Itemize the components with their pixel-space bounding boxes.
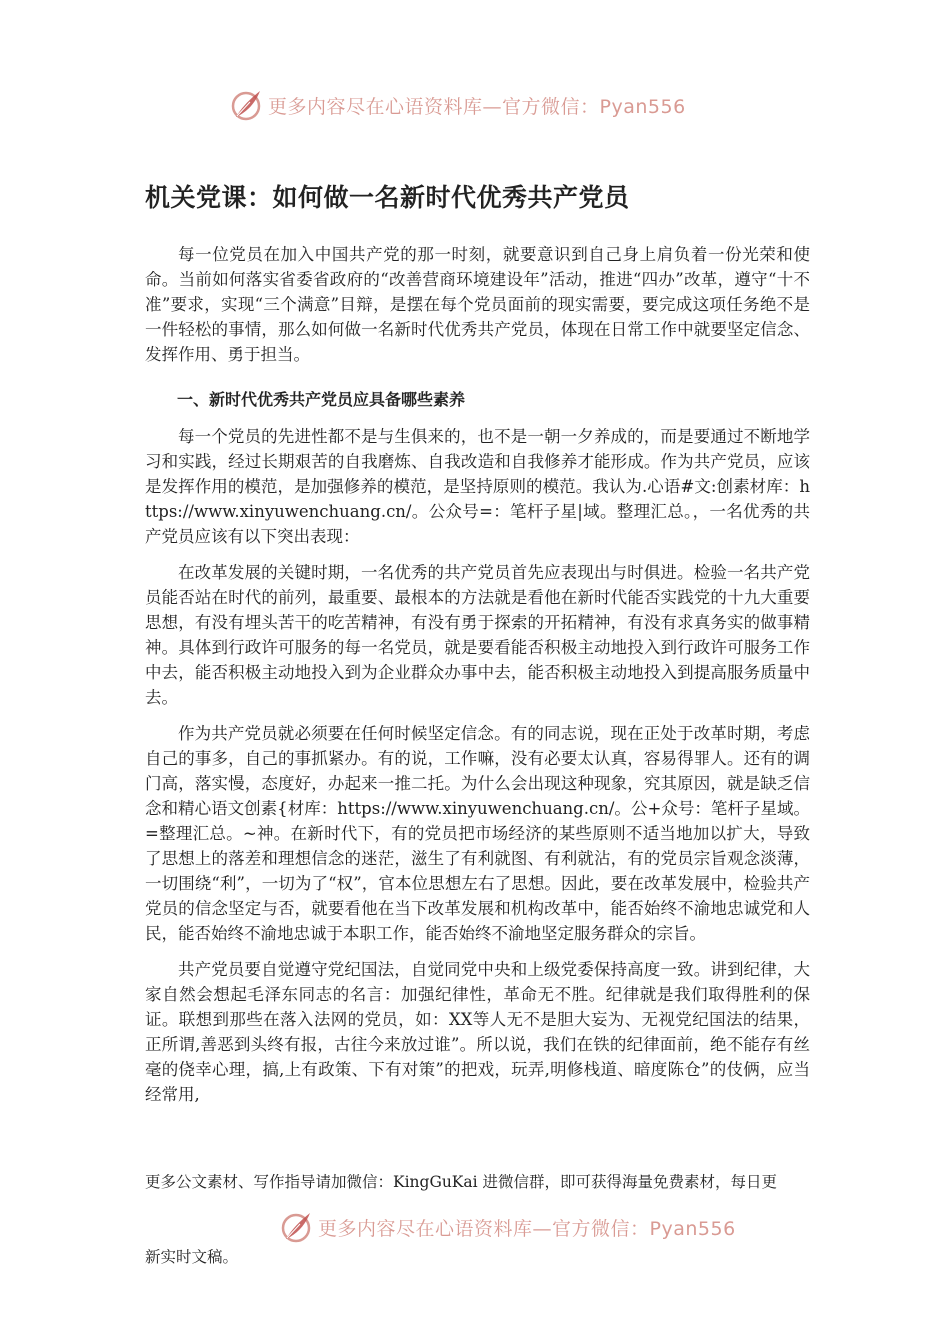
banner-handle: Pyan556 bbox=[599, 95, 686, 118]
bottom-banner bbox=[278, 1207, 736, 1247]
banner-handle: Pyan556 bbox=[649, 1217, 736, 1240]
banner-label: 更多内容尽在心语资料库—官方微信： bbox=[268, 95, 600, 118]
section-heading-1: 一、新时代优秀共产党员应具备哪些素养 bbox=[177, 390, 466, 409]
paragraph-3: 在改革发展的关键时期，一名优秀的共产党员首先应表现出与时俱进。检验一名共产党员能否站在时代的前列，最重要、最根本的方法就是看他在新时代能否实践党的十九大重要思想，有没有埋头苦干的吃苦精神，有没有勇于探索的开拓精神，有没有求真务实的做事精神。具体到行政许可服务的每一名党员，就是要看能否积极主动地投入到行政许可服务工作中去，能否积极主动地投入到为企业群众办事中去，能否积极主动地投入到提高服务质量中去。 bbox=[145, 563, 810, 707]
paragraph-5: 共产党员要自觉遵守党纪国法，自觉同党中央和上级党委保持高度一致。讲到纪律，大家自然会想起毛泽东同志的名言：加强纪律性，革命无不胜。纪律就是我们取得胜利的保证。联想到那些在落入法网的党员，如：XX等人无不是胆大妄为、无视党纪国法的结果，正所谓,善恶到头终有报，古往今来放过谁”。所以说，我们在铁的纪律面前，绝不能存有丝毫的侥幸心理，搞,上有政策、下有对策”的把戏，玩弄,明修栈道、暗度陈仓”的伎俩，应当经常用, bbox=[145, 960, 810, 1104]
banner-text bbox=[268, 92, 686, 119]
banner-text bbox=[318, 1214, 736, 1241]
banner-label: 更多内容尽在心语资料库—官方微信： bbox=[318, 1217, 650, 1240]
quill-logo-icon bbox=[228, 87, 264, 123]
paragraph-4: 作为共产党员就必须要在任何时候坚定信念。有的同志说，现在正处于改革时期，考虑自己的事多，自己的事抓紧办。有的说，工作嘛，没有必要太认真，容易得罪人。还有的调门高，落实慢，态度好，办起来一推二托。为什么会出现这种现象，究其原因，就是缺乏信念和精心语文创素{材库：https://www.xinyuwenchuang.cn/。公+众号：笔杆子星域。=整理汇总。~神。在新时代下，有的党员把市场经济的某些原则不适当地加以扩大，导致了思想上的落差和理想信念的迷茫，滋生了有利就图、有利就沾，有的党员宗旨观念淡薄，一切围绕“利”，一切为了“权”，官本位思想左右了思想。因此，要在改革发展中，检验共产党员的信念坚定与否，就要看他在当下改革发展和机构改革中，能否始终不渝地忠诚党和人民，能否始终不渝地忠诚于本职工作，能否始终不渝地坚定服务群众的宗旨。 bbox=[145, 724, 810, 943]
footer-note: 更多公文素材、写作指导请加微信：KingGuKai 进微信群，即可获得海量免费素材，每日更 bbox=[145, 1173, 778, 1191]
article-title: 机关党课：如何做一名新时代优秀共产党员 bbox=[145, 183, 630, 212]
footer-note-continued: 新实时文稿。 bbox=[145, 1248, 239, 1266]
top-banner bbox=[228, 85, 686, 125]
paragraph-2: 每一个党员的先进性都不是与生俱来的，也不是一朝一夕养成的，而是要通过不断地学习和实践，经过长期艰苦的自我磨炼、自我改造和自我修养才能形成。作为共产党员，应该是发挥作用的模范，是加强修养的模范，是坚持原则的模范。我认为.心语#文:创素材库：https://www.xinyuwenchuang.cn/。公众号=：笔杆子星|域。整理汇总。，一名优秀的共产党员应该有以下突出表现： bbox=[145, 427, 810, 546]
article bbox=[145, 178, 810, 1107]
quill-logo-icon bbox=[278, 1209, 314, 1245]
paragraph-1: 每一位党员在加入中国共产党的那一时刻，就要意识到自己身上肩负着一份光荣和使命。当前如何落实省委省政府的“改善营商环境建设年”活动，推进“四办”改革，遵守“十不准”要求，实现“三个满意”目辩，是摆在每个党员面前的现实需要，要完成这项任务绝不是一件轻松的事情，那么如何做一名新时代优秀共产党员，体现在日常工作中就要坚定信念、发挥作用、勇于担当。 bbox=[145, 245, 810, 364]
